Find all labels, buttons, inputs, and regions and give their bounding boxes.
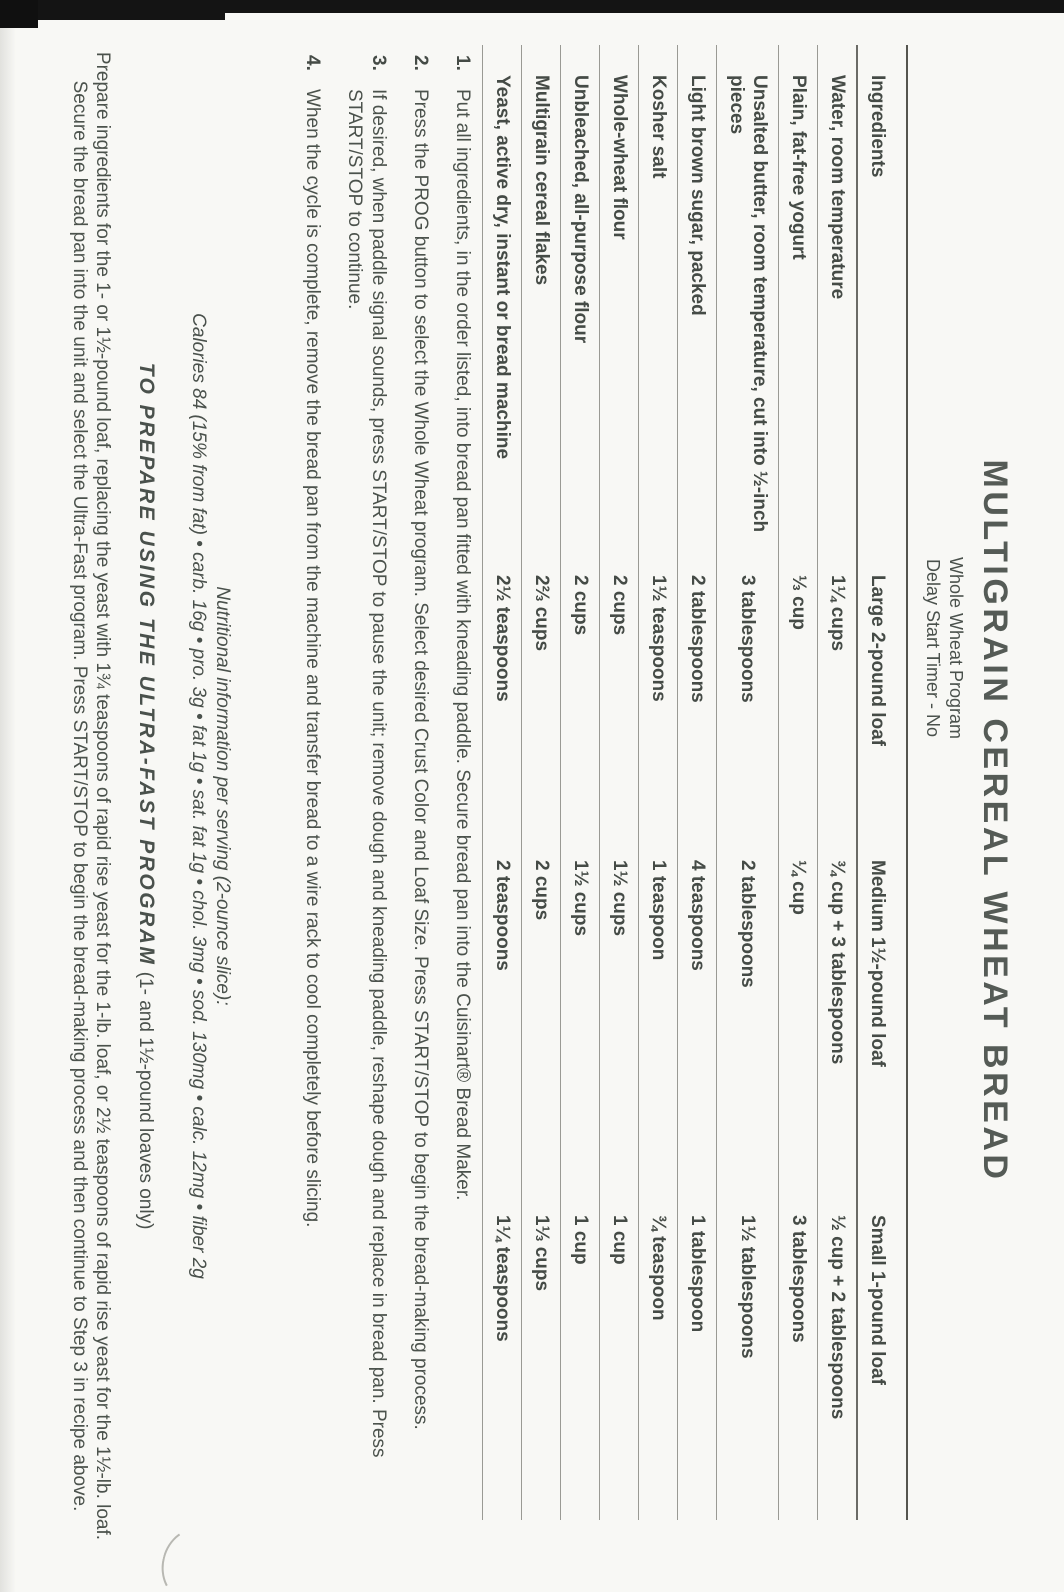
program-line: Whole Wheat Program xyxy=(946,556,966,740)
column-header: Small 1-pound loaf xyxy=(857,1215,907,1520)
table-row xyxy=(561,45,600,1520)
table-row xyxy=(600,45,639,1520)
amount-cell: 1 cup xyxy=(600,1215,639,1520)
amount-cell: 2 tablespoons xyxy=(717,860,779,1215)
ingredient-name: Multigrain cereal flakes xyxy=(522,45,561,575)
ingredient-name: Water, room temperature xyxy=(818,45,858,575)
program-subtitle xyxy=(921,448,967,848)
column-header: Medium 1½-pound loaf xyxy=(857,860,907,1215)
ingredient-name: Plain, fat-free yogurt xyxy=(779,45,818,575)
instruction-step xyxy=(342,55,390,1529)
ultrafast-title: TO PREPARE USING THE ULTRA-FAST PROGRAM xyxy=(135,362,158,967)
amount-cell: 3 tablespoons xyxy=(779,1215,818,1520)
table-row xyxy=(717,45,779,1520)
recipe-title: MULTIGRAIN CEREAL WHEAT BREAD xyxy=(976,459,1014,1183)
amount-cell: ¼ cup xyxy=(779,860,818,1215)
amount-cell: ¾ teaspoon xyxy=(639,1215,678,1520)
ingredients-table xyxy=(482,45,908,1520)
table-row xyxy=(639,45,678,1520)
amount-cell: 1½ cups xyxy=(600,860,639,1215)
column-header: Large 2-pound loaf xyxy=(857,575,907,860)
ingredient-name: Unbleached, all-purpose flour xyxy=(561,45,600,575)
amount-cell: 1 tablespoon xyxy=(678,1215,717,1520)
amount-cell: ⅓ cup xyxy=(779,575,818,860)
step-text: If desired, when paddle signal sounds, press START/STOP to pause the unit; remove dough and kneading paddle, reshape dough and replace in bread pan. Press START/STOP to continue. xyxy=(344,89,389,1458)
amount-cell: 2 cups xyxy=(522,860,561,1215)
step-number: 4. xyxy=(302,55,323,71)
table-header-row xyxy=(857,45,907,1520)
instruction-step xyxy=(450,55,474,1529)
step-text: Put all ingredients, in the order listed, into bread pan fitted with kneading paddle. Secure bread pan into the Cuisinart® Bread Maker. xyxy=(452,89,473,1201)
instruction-step xyxy=(408,55,432,1529)
page-edge-shadow xyxy=(0,0,16,1592)
table-row xyxy=(522,45,561,1520)
amount-cell: 4 teaspoons xyxy=(678,860,717,1215)
amount-cell: 2 cups xyxy=(600,575,639,860)
amount-cell: 1½ cups xyxy=(561,860,600,1215)
amount-cell: 1 teaspoon xyxy=(639,860,678,1215)
nutrition-heading: Nutritional information per serving (2-ounce slice): xyxy=(212,586,233,1006)
ingredient-name: Yeast, active dry, instant or bread machine xyxy=(483,45,522,575)
table-row xyxy=(818,45,858,1520)
table-row xyxy=(779,45,818,1520)
step-text: Press the PROG button to select the Whole Wheat program. Select desired Crust Color and Loaf Size. Press START/STOP to begin the bread-making process. xyxy=(410,89,431,1430)
column-header: Ingredients xyxy=(857,45,907,575)
amount-cell: 2⅔ cups xyxy=(522,575,561,860)
step-number: 1. xyxy=(452,55,473,71)
timer-line: Delay Start Timer - No xyxy=(923,558,943,738)
amount-cell: 1¼ teaspoons xyxy=(483,1215,522,1520)
scan-edge-corner xyxy=(0,0,38,28)
ingredient-name: Light brown sugar, packed xyxy=(678,45,717,575)
ultrafast-body: Prepare ingredients for the 1- or 1½-pound loaf, replacing the yeast with 1¾ teaspoons of rapid rise yeast for the 1-lb. loaf, or 2½ teaspoons of rapid rise yeast for the 1½-lb. loaf. Secure the bread pan into the unit and select the Ultra-Fast program. Press START/STOP to begin the bread-making process and then continue to Step 3 in recipe above. xyxy=(69,51,113,1541)
ultrafast-heading xyxy=(134,0,158,1592)
instructions-list xyxy=(282,55,474,1529)
step-number: 3. xyxy=(368,55,389,71)
amount-cell: 2 tablespoons xyxy=(678,575,717,860)
table-row xyxy=(678,45,717,1520)
amount-cell: 3 tablespoons xyxy=(717,575,779,860)
amount-cell: 1½ teaspoons xyxy=(639,575,678,860)
instruction-step xyxy=(300,55,324,1529)
ingredient-name: Unsalted butter, room temperature, cut into ½-inch pieces xyxy=(717,45,779,575)
amount-cell: 2 teaspoons xyxy=(483,860,522,1215)
amount-cell: 1½ tablespoons xyxy=(717,1215,779,1520)
ultrafast-note: (1- and 1½-pound loaves only) xyxy=(135,966,156,1230)
step-number: 2. xyxy=(410,55,431,71)
amount-cell: ½ cup + 2 tablespoons xyxy=(818,1215,858,1520)
nutrition-values: Calories 84 (15% from fat) • carb. 16g • pro. 3g • fat 1g • sat. fat 1g • chol. 3mg • sod. 130mg • calc. 12mg • fiber 2g xyxy=(188,313,209,1279)
amount-cell: 1 cup xyxy=(561,1215,600,1520)
ingredient-name: Whole-wheat flour xyxy=(600,45,639,575)
amount-cell: ¾ cup + 3 tablespoons xyxy=(818,860,858,1215)
amount-cell: 2½ teaspoons xyxy=(483,575,522,860)
amount-cell: 1⅓ cups xyxy=(522,1215,561,1520)
step-text: When the cycle is complete, remove the bread pan from the machine and transfer bread to a wire rack to cool completely before slicing. xyxy=(302,89,323,1228)
ingredient-name: Kosher salt xyxy=(639,45,678,575)
nutrition-info xyxy=(186,0,234,1592)
amount-cell: 1¼ cups xyxy=(818,575,858,860)
amount-cell: 2 cups xyxy=(561,575,600,860)
table-row xyxy=(483,45,522,1520)
